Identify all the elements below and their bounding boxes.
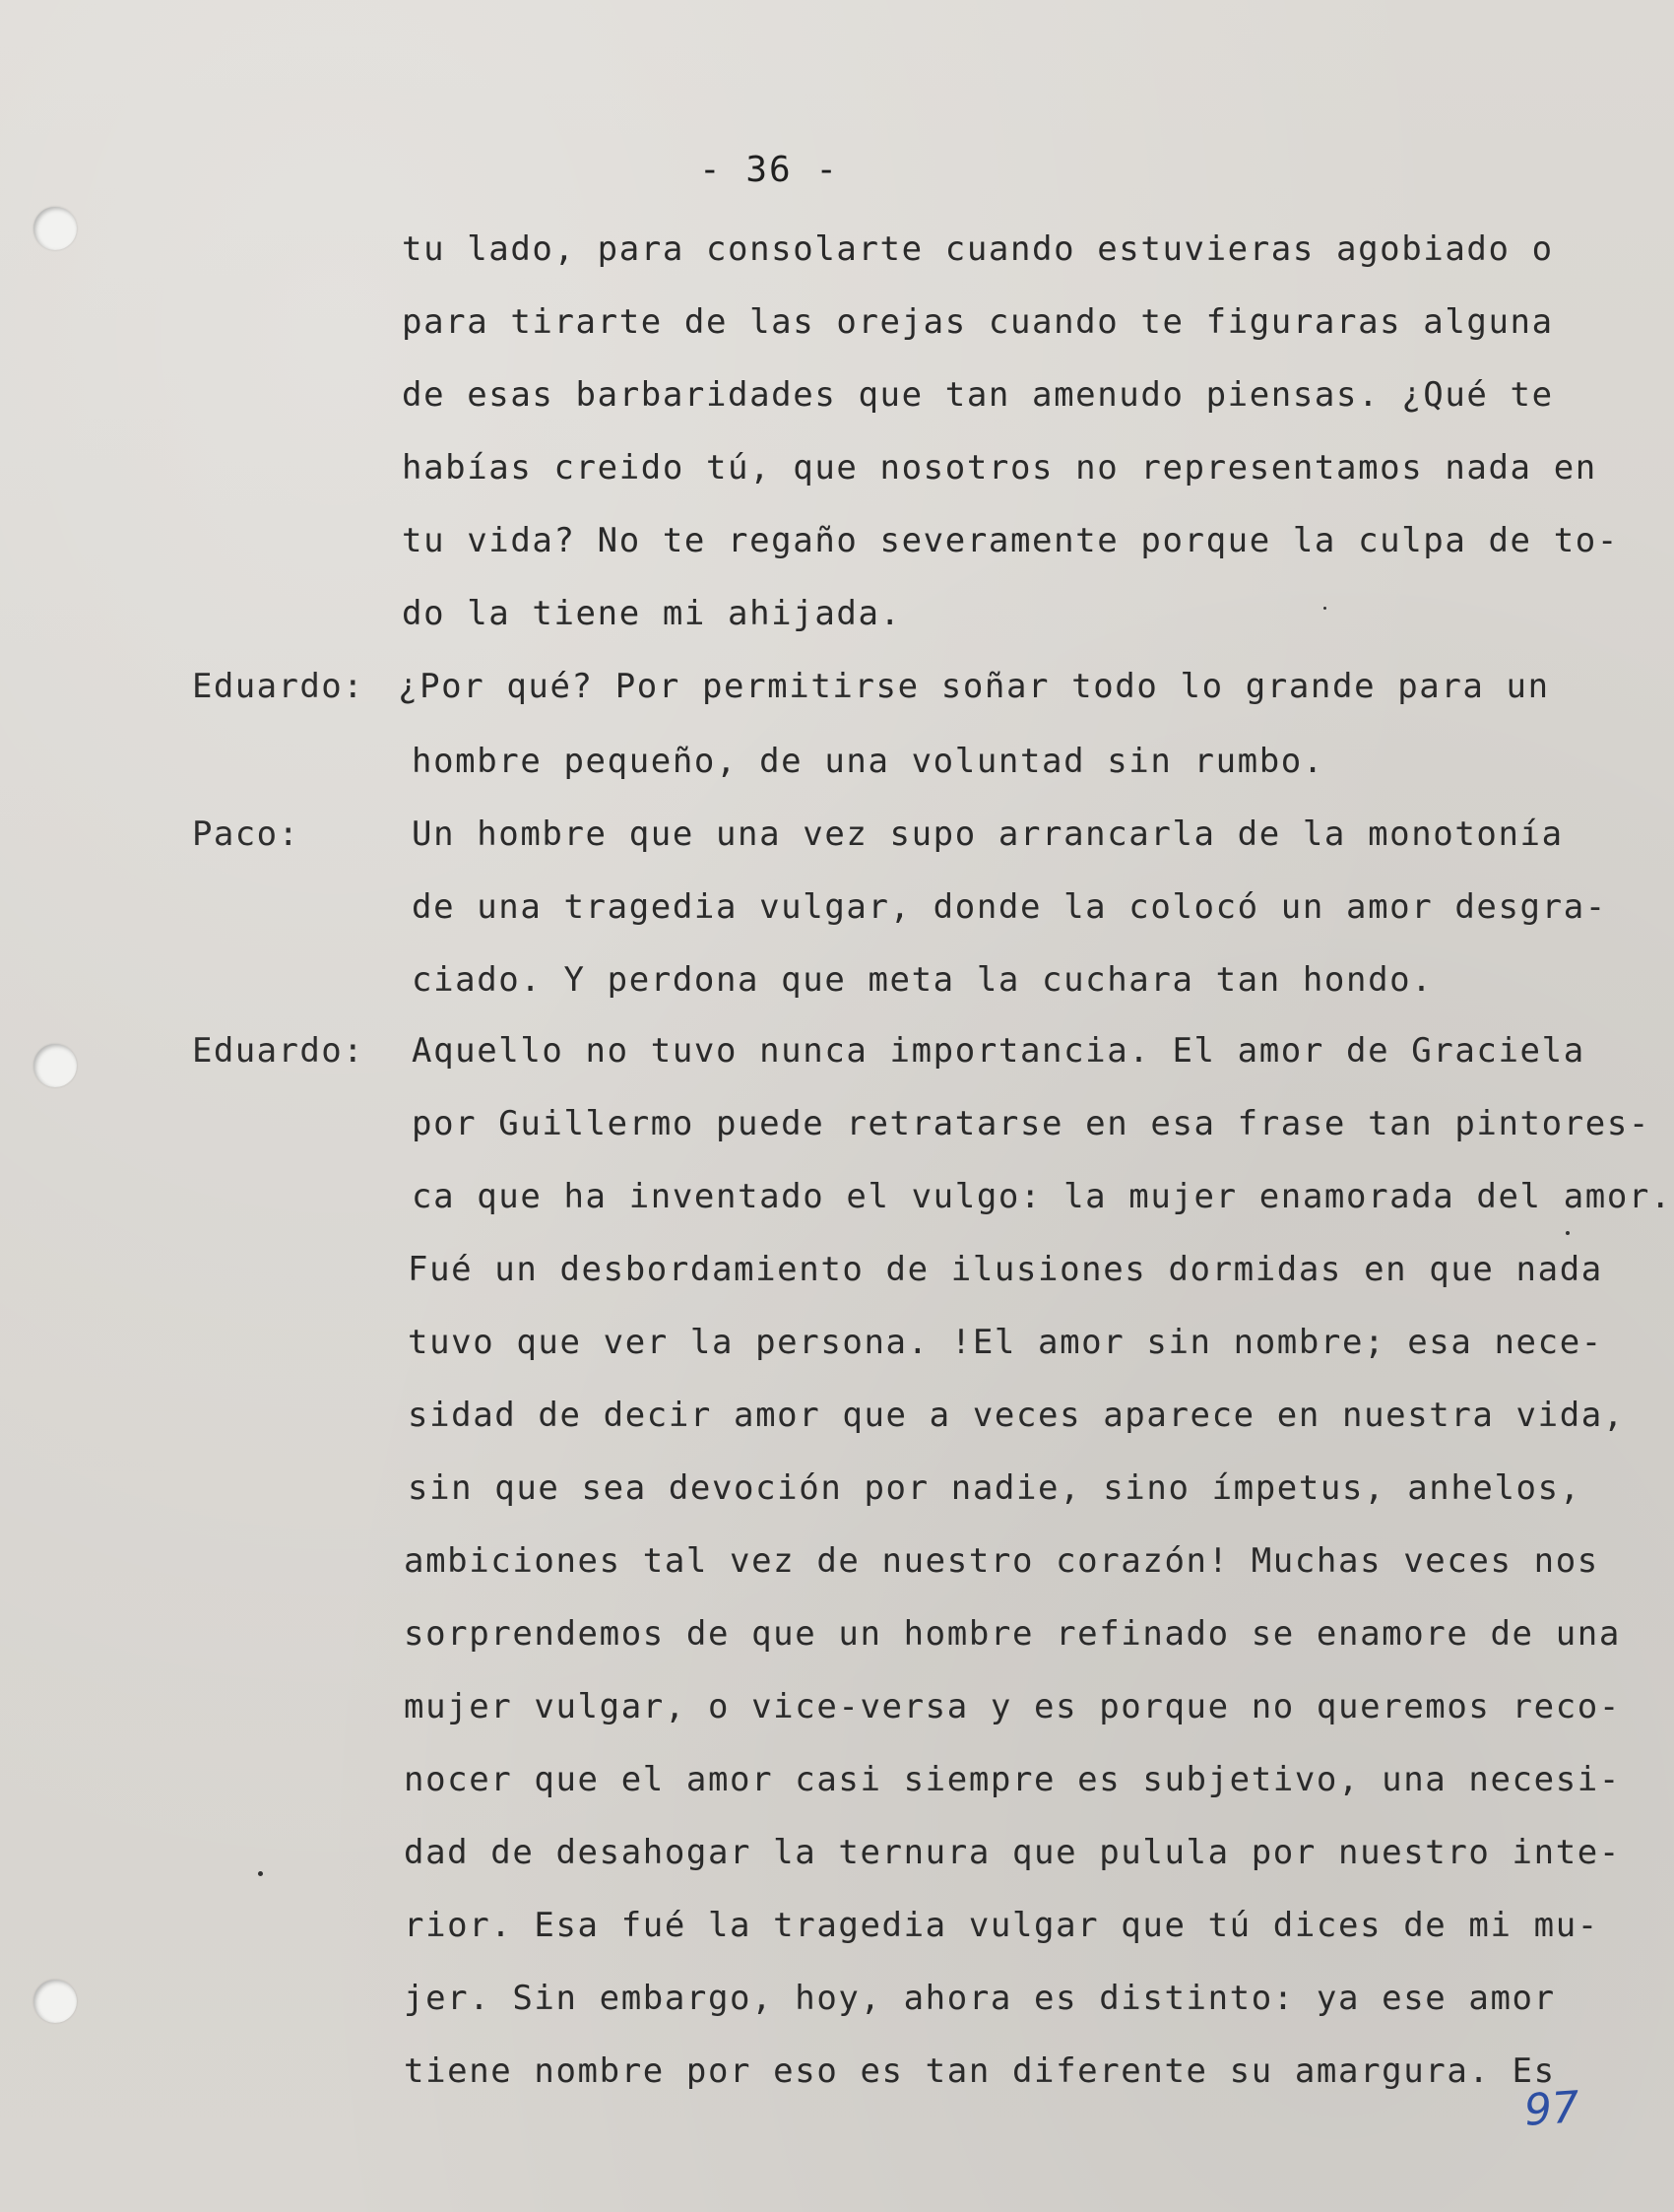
text-line: tu vida? No te regaño severamente porque la culpa de to- <box>402 521 1619 560</box>
text-line: mujer vulgar, o vice-versa y es porque no queremos reco- <box>404 1687 1621 1726</box>
text-line: jer. Sin embargo, hoy, ahora es distinto: ya ese amor <box>404 1979 1556 2018</box>
text-line: sidad de decir amor que a veces aparece en nuestra vida, <box>408 1396 1625 1435</box>
text-line: Un hombre que una vez supo arrancarla de la monotonía <box>412 814 1564 854</box>
binder-hole-middle <box>33 1044 77 1087</box>
text-line: nocer que el amor casi siempre es subjetivo, una necesi- <box>404 1760 1621 1799</box>
text-line: rior. Esa fué la tragedia vulgar que tú dices de mi mu- <box>404 1906 1599 1945</box>
text-line: ambiciones tal vez de nuestro corazón! Muchas veces nos <box>404 1541 1599 1581</box>
text-line: ciado. Y perdona que meta la cuchara tan hondo. <box>412 960 1434 1000</box>
binder-hole-bottom <box>33 1980 77 2023</box>
text-line: Fué un desbordamiento de ilusiones dormidas en que nada <box>408 1250 1603 1289</box>
text-line: por Guillermo puede retratarse en esa frase tan pintores- <box>412 1104 1650 1143</box>
text-line: do la tiene mi ahijada. <box>402 594 902 633</box>
text-line: Aquello no tuvo nunca importancia. El amor de Graciela <box>412 1031 1585 1071</box>
text-line: hombre pequeño, de una voluntad sin rumbo. <box>412 742 1324 781</box>
ink-speck <box>1566 1231 1570 1235</box>
text-line: ca que ha inventado el vulgo: la mujer enamorada del amor. <box>412 1177 1673 1216</box>
ink-speck <box>258 1871 263 1876</box>
text-line: habías creido tú, que nosotros no representamos nada en <box>402 448 1597 488</box>
speaker-label: Paco: <box>192 814 300 854</box>
text-line: de esas barbaridades que tan amenudo piensas. ¿Qué te <box>402 375 1554 415</box>
page-number: - 36 - <box>699 150 840 190</box>
handwritten-folio-number: 97 <box>1522 2082 1581 2136</box>
ink-speck <box>1323 607 1326 610</box>
text-line: sin que sea devoción por nadie, sino ímpetus, anhelos, <box>408 1468 1581 1508</box>
text-line: tiene nombre por eso es tan diferente su amargura. Es <box>404 2051 1556 2091</box>
text-line: tu lado, para consolarte cuando estuvieras agobiado o <box>402 229 1554 269</box>
speaker-label: Eduardo: <box>192 1031 364 1071</box>
text-line: tuvo que ver la persona. !El amor sin nombre; esa nece- <box>408 1323 1603 1362</box>
binder-hole-top <box>33 207 77 250</box>
text-line: dad de desahogar la ternura que pulula por nuestro inte- <box>404 1833 1621 1872</box>
speaker-label: Eduardo: <box>192 667 364 706</box>
text-line: ¿Por qué? Por permitirse soñar todo lo grande para un <box>398 667 1550 706</box>
text-line: de una tragedia vulgar, donde la colocó un amor desgra- <box>412 887 1607 927</box>
text-line: para tirarte de las orejas cuando te figuraras alguna <box>402 302 1554 342</box>
text-line: sorprendemos de que un hombre refinado se enamore de una <box>404 1614 1621 1654</box>
